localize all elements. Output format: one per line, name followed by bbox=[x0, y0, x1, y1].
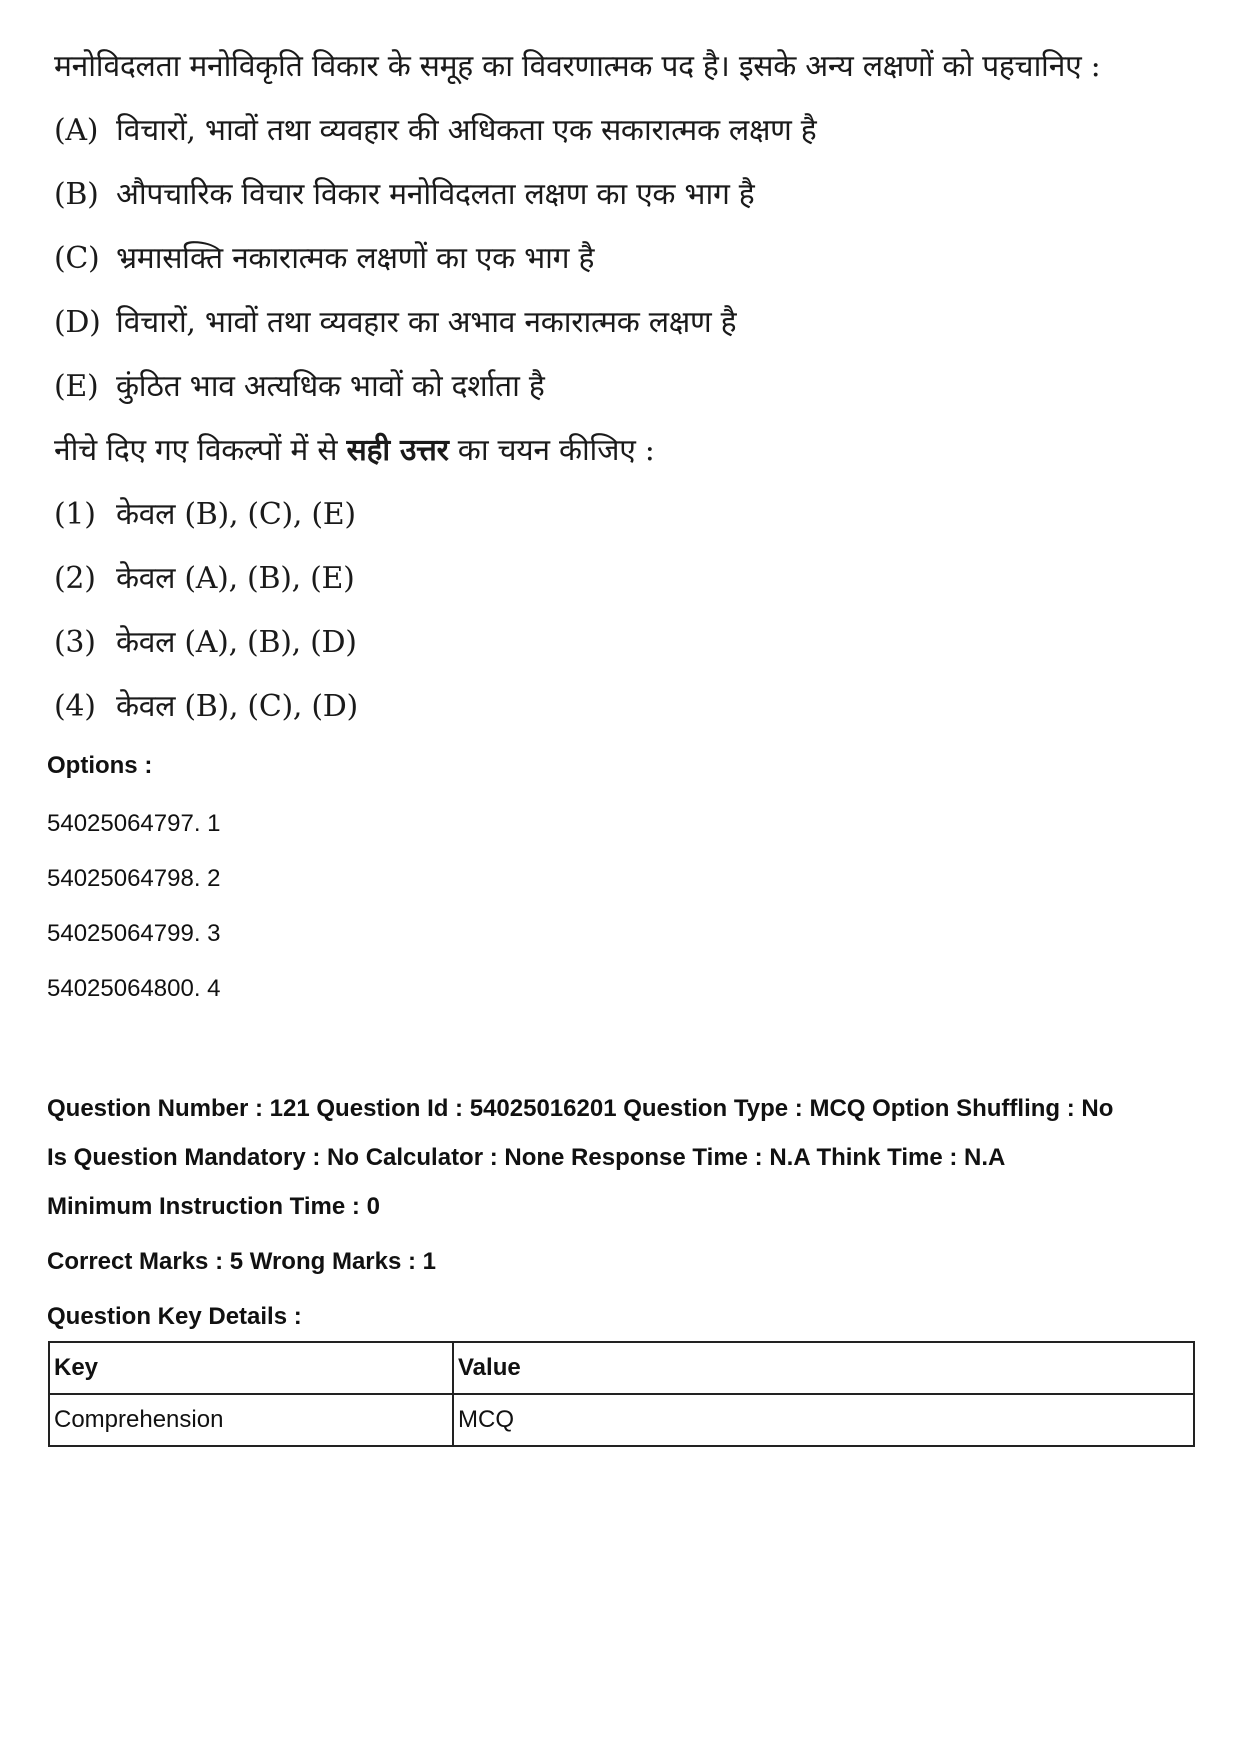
question-stem: मनोविदलता मनोविकृति विकार के समूह का विवरणात्मक पद है। इसके अन्य लक्षणों को पहचानिए : bbox=[54, 49, 1101, 84]
statement-b bbox=[54, 172, 754, 213]
question-meta-line: Is Question Mandatory : No Calculator : None Response Time : N.A Think Time : N.A bbox=[47, 1144, 1006, 1171]
marks-line: Correct Marks : 5 Wrong Marks : 1 bbox=[47, 1248, 437, 1275]
table-header-row bbox=[49, 1342, 1194, 1394]
statement-label: (B) bbox=[54, 177, 99, 212]
choice-label: (2) bbox=[54, 561, 96, 596]
statement-label: (C) bbox=[54, 241, 100, 276]
statement-text: विचारों, भावों तथा व्यवहार की अधिकता एक सकारात्मक लक्षण है bbox=[116, 113, 817, 148]
choice-2 bbox=[54, 556, 354, 597]
statement-label: (D) bbox=[54, 305, 101, 340]
table-cell-value: MCQ bbox=[453, 1394, 1194, 1446]
key-details-table bbox=[48, 1341, 1195, 1447]
choice-text: केवल (B), (C), (E) bbox=[116, 497, 356, 532]
statement-c bbox=[54, 236, 594, 277]
choice-1 bbox=[54, 492, 356, 533]
statement-label: (E) bbox=[54, 369, 99, 404]
table-header-key: Key bbox=[49, 1342, 453, 1394]
choice-label: (3) bbox=[54, 625, 96, 660]
statement-text: भ्रमासक्ति नकारात्मक लक्षणों का एक भाग है bbox=[116, 241, 595, 276]
instruction-pre: नीचे दिए गए विकल्पों में से bbox=[54, 433, 338, 468]
table-row bbox=[49, 1394, 1194, 1446]
key-details-heading: Question Key Details : bbox=[47, 1303, 302, 1330]
option-item: 54025064799. 3 bbox=[47, 920, 221, 947]
option-item: 54025064797. 1 bbox=[47, 810, 221, 837]
instruction-post: का चयन कीजिए : bbox=[457, 433, 655, 468]
statement-label: (A) bbox=[54, 113, 99, 148]
choice-text: केवल (B), (C), (D) bbox=[116, 689, 358, 724]
statement-text: कुंठित भाव अत्यधिक भावों को दर्शाता है bbox=[116, 369, 545, 404]
option-item: 54025064798. 2 bbox=[47, 865, 221, 892]
question-meta-line: Minimum Instruction Time : 0 bbox=[47, 1193, 380, 1220]
answer-instruction bbox=[54, 428, 655, 469]
option-item: 54025064800. 4 bbox=[47, 975, 221, 1002]
table-cell-key: Comprehension bbox=[49, 1394, 453, 1446]
choice-label: (1) bbox=[54, 497, 96, 532]
statement-text: औपचारिक विचार विकार मनोविदलता लक्षण का एक भाग है bbox=[116, 177, 755, 212]
question-meta-line: Question Number : 121 Question Id : 54025016201 Question Type : MCQ Option Shuffling : No bbox=[47, 1095, 1114, 1122]
statement-d bbox=[54, 300, 736, 341]
options-heading: Options : bbox=[47, 752, 153, 779]
choice-3 bbox=[54, 620, 357, 661]
statement-e bbox=[54, 364, 545, 405]
statement-text: विचारों, भावों तथा व्यवहार का अभाव नकारात्मक लक्षण है bbox=[116, 305, 737, 340]
choice-text: केवल (A), (B), (D) bbox=[116, 625, 357, 660]
choice-label: (4) bbox=[54, 689, 96, 724]
statement-a bbox=[54, 108, 816, 149]
choice-text: केवल (A), (B), (E) bbox=[116, 561, 355, 596]
table-header-value: Value bbox=[453, 1342, 1194, 1394]
choice-4 bbox=[54, 684, 358, 725]
instruction-bold: सही उत्तर bbox=[346, 433, 449, 468]
